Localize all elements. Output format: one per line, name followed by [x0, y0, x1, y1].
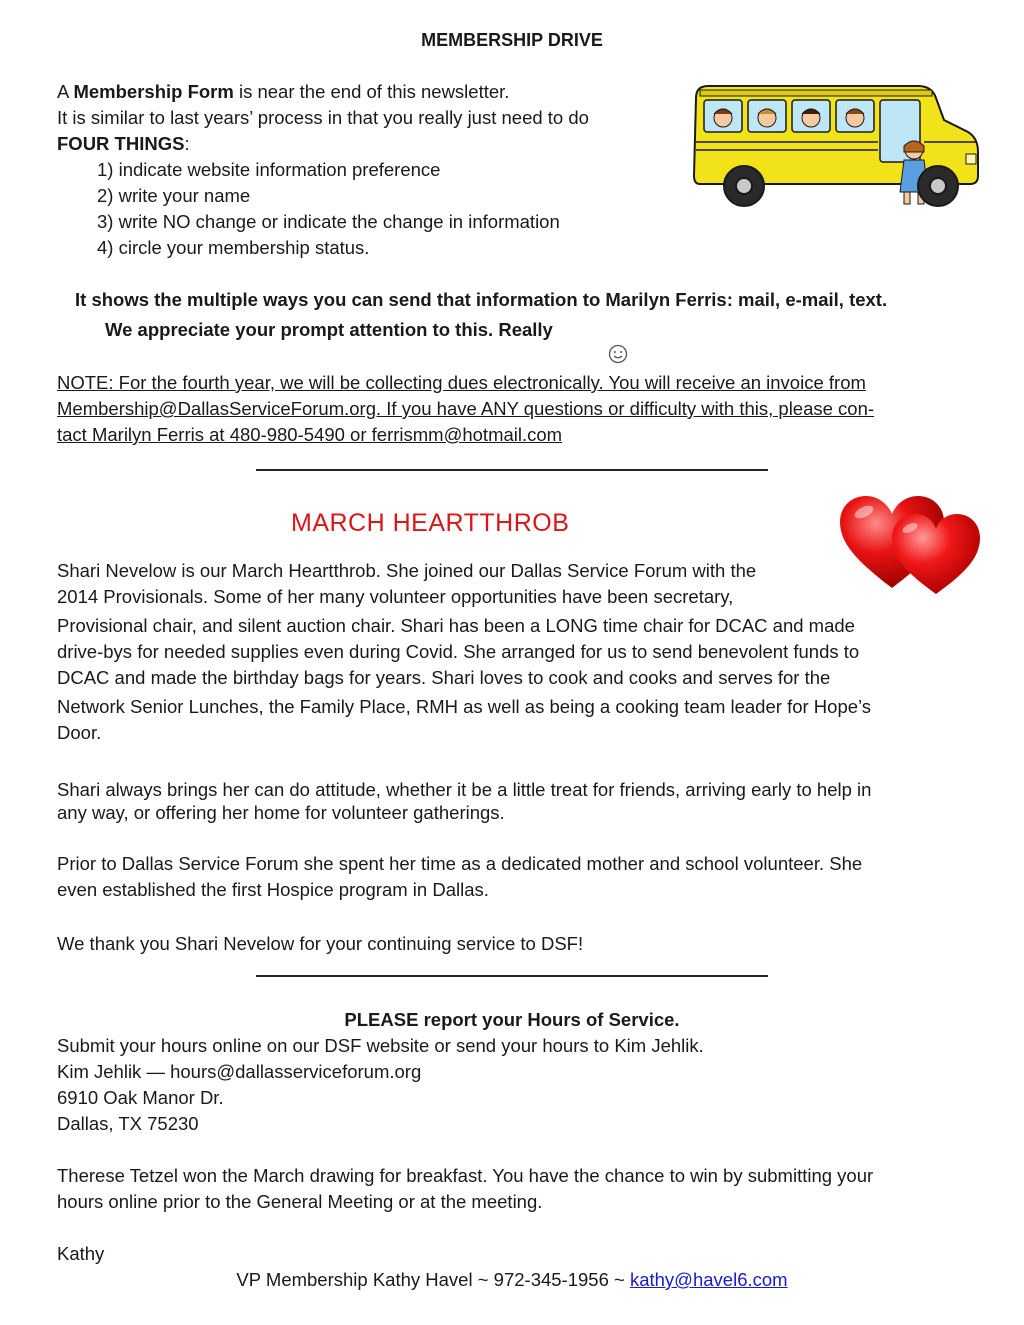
footer-email-link[interactable]: kathy@havel6.com [629, 1269, 788, 1290]
membership-line-1-pre: A [57, 81, 74, 102]
heartthrob-p1-line-3: Provisional chair, and silent auction chair. Shari has been a LONG time chair for DCAC and made [57, 615, 855, 636]
heartthrob-p2-line-1: Shari always brings her can do attitude, whether it be a little treat for friends, arriving early to help in [57, 779, 872, 800]
membership-line-3 [57, 131, 190, 157]
note-line-2: Membership@DallasServiceForum.org. If you have ANY questions or difficulty with this, please con- [57, 398, 875, 419]
section-divider-1 [256, 469, 768, 471]
hours-line-4: Dallas, TX 75230 [57, 1113, 199, 1134]
hours-line-3: 6910 Oak Manor Dr. [57, 1087, 224, 1108]
membership-item-4: 4) circle your membership status. [97, 237, 370, 258]
membership-line-1-post: is near the end of this newsletter. [233, 81, 510, 102]
heartthrob-p1-line-5: DCAC and made the birthday bags for years. Shari loves to cook and cooks and serves for the [57, 667, 831, 688]
four-things-label: FOUR THINGS [57, 133, 185, 154]
heartthrob-p2-line-2: any way, or offering her home for volunteer gatherings. [57, 802, 505, 823]
footer-text: VP Membership Kathy Havel ~ 972-345-1956 ~ [236, 1269, 630, 1290]
hours-line-1: Submit your hours online on our DSF website or send your hours to Kim Jehlik. [57, 1035, 704, 1056]
heartthrob-p3-line-1: Prior to Dallas Service Forum she spent her time as a dedicated mother and school volunteer. She [57, 853, 863, 874]
heartthrob-p3-line-2: even established the first Hospice program in Dallas. [57, 879, 489, 900]
four-things-colon: : [184, 133, 190, 154]
heartthrob-p1-line-4: drive-bys for needed supplies even during Covid. She arranged for us to send benevolent funds to [57, 641, 860, 662]
membership-item-3: 3) write NO change or indicate the change in information [97, 211, 560, 232]
membership-bold-line-1: It shows the multiple ways you can send that information to Marilyn Ferris: mail, e-mail, text. [75, 289, 888, 310]
heartthrob-p1-line-6: Network Senior Lunches, the Family Place, RMH as well as being a cooking team leader for Hope’s [57, 696, 872, 717]
smiley-icon [608, 344, 628, 364]
note-line-1: NOTE: For the fourth year, we will be collecting dues electronically. You will receive an invoice from [57, 372, 866, 393]
hearts-icon [838, 492, 982, 596]
footer-contact [0, 1267, 1024, 1293]
membership-bold-line-2: We appreciate your prompt attention to this. Really [105, 319, 553, 340]
section-divider-2 [256, 975, 768, 977]
membership-line-2: It is similar to last years’ process in that you really just need to do [57, 107, 589, 128]
heartthrob-p1-line-2: 2014 Provisionals. Some of her many volunteer opportunities have been secretary, [57, 586, 734, 607]
hours-line-2: Kim Jehlik — hours@dallasserviceforum.org [57, 1061, 422, 1082]
heartthrob-p1-line-1: Shari Nevelow is our March Heartthrob. She joined our Dallas Service Forum with the [57, 560, 757, 581]
heartthrob-p1-line-7: Door. [57, 722, 102, 743]
membership-heading: MEMBERSHIP DRIVE [421, 30, 603, 50]
membership-item-2: 2) write your name [97, 185, 251, 206]
heartthrob-title: MARCH HEARTTHROB [291, 509, 570, 537]
membership-item-1: 1) indicate website information preference [97, 159, 441, 180]
drawing-line-2: hours online prior to the General Meeting or at the meeting. [57, 1191, 543, 1212]
hours-heading: PLEASE report your Hours of Service. [344, 1009, 680, 1030]
school-bus-icon [688, 80, 982, 214]
signoff: Kathy [57, 1243, 105, 1264]
drawing-line-1: Therese Tetzel won the March drawing for breakfast. You have the chance to win by submitting your [57, 1165, 874, 1186]
note-line-3: tact Marilyn Ferris at 480-980-5490 or ferrismm@hotmail.com [57, 424, 563, 445]
membership-line-1 [57, 79, 509, 105]
membership-form-label: Membership Form [73, 81, 234, 102]
heartthrob-p4: We thank you Shari Nevelow for your continuing service to DSF! [57, 933, 584, 954]
